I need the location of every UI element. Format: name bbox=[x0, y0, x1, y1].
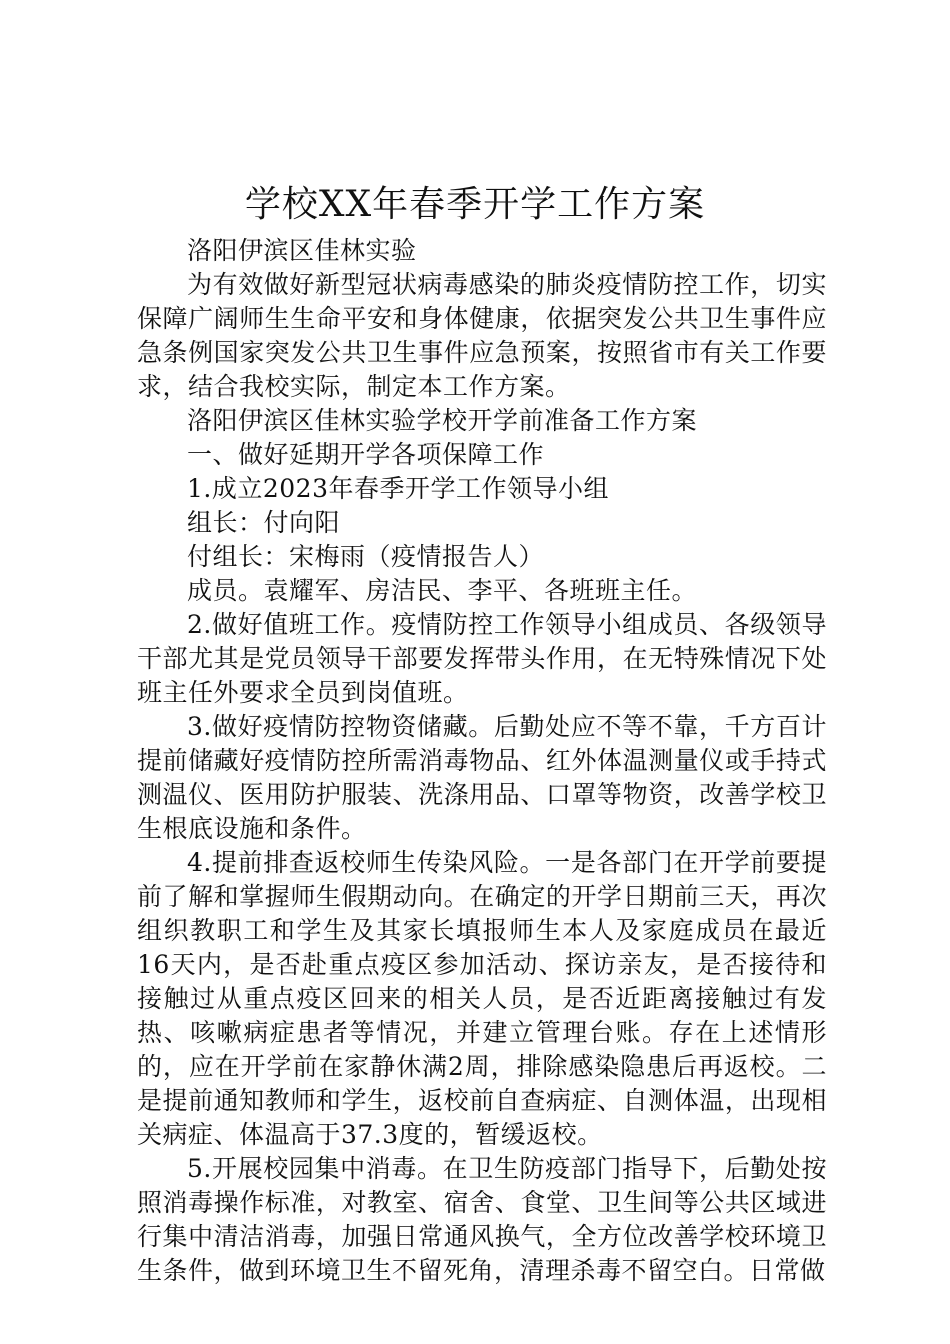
document-title: 学校XX年春季开学工作方案 bbox=[244, 184, 706, 225]
paragraph-item-3: 3.做好疫情防控物资储藏。后勤处应不等不靠，千方百计提前储藏好疫情防控所需消毒物品、红外体温测量仪或手持式测温仪、医用防护服装、洗涤用品、口罩等物资，改善学校卫生根底设施和条件。 bbox=[137, 712, 827, 843]
paragraph-item-5: 5.开展校园集中消毒。在卫生防疫部门指导下，后勤处按照消毒操作标准，对教室、宿舍、食堂、卫生间等公共区域进行集中清洁消毒，加强日常通风换气，全方位改善学校环境卫生条件，做到环境卫生不留死角，清理杀毒不留空白。日常做 bbox=[137, 1154, 827, 1285]
paragraph-leader: 组长：付向阳 bbox=[187, 508, 341, 537]
paragraph-item-1: 1.成立2023年春季开学工作领导小组 bbox=[187, 474, 609, 503]
paragraph-intro: 为有效做好新型冠状病毒感染的肺炎疫情防控工作，切实保障广阔师生生命平安和身体健康，依据突发公共卫生事件应急条例国家突发公共卫生事件应急预案，按照省市有关工作要求，结合我校实际，制定本工作方案。 bbox=[137, 270, 827, 401]
paragraph-deputy-leader: 付组长：宋梅雨（疫情报告人） bbox=[187, 542, 545, 571]
paragraph-item-4: 4.提前排查返校师生传染风险。一是各部门在开学前要提前了解和掌握师生假期动向。在确定的开学日期前三天，再次组织教职工和学生及其家长填报师生本人及家庭成员在最近16天内，是否赴重点疫区参加活动、探访亲友，是否接待和接触过从重点疫区回来的相关人员，是否近距离接触过有发热、咳嗽病症患者等情况，并建立管理台账。存在上述情形的，应在开学前在家静休满2周，排除感染隐患后再返校。二是提前通知教师和学生，返校前自查病症、自测体温，出现相关病症、体温高于37.3度的，暂缓返校。 bbox=[137, 848, 827, 1149]
paragraph-plan-title: 洛阳伊滨区佳林实验学校开学前准备工作方案 bbox=[187, 406, 698, 435]
paragraph-section-heading: 一、做好延期开学各项保障工作 bbox=[187, 440, 545, 469]
document-body bbox=[137, 234, 827, 1288]
paragraph-school-name: 洛阳伊滨区佳林实验 bbox=[187, 236, 417, 265]
paragraph-item-2: 2.做好值班工作。疫情防控工作领导小组成员、各级领导干部尤其是党员领导干部要发挥带头作用，在无特殊情况下处班主任外要求全员到岗值班。 bbox=[137, 610, 827, 707]
paragraph-members: 成员。袁耀军、房洁民、李平、各班班主任。 bbox=[187, 576, 698, 605]
